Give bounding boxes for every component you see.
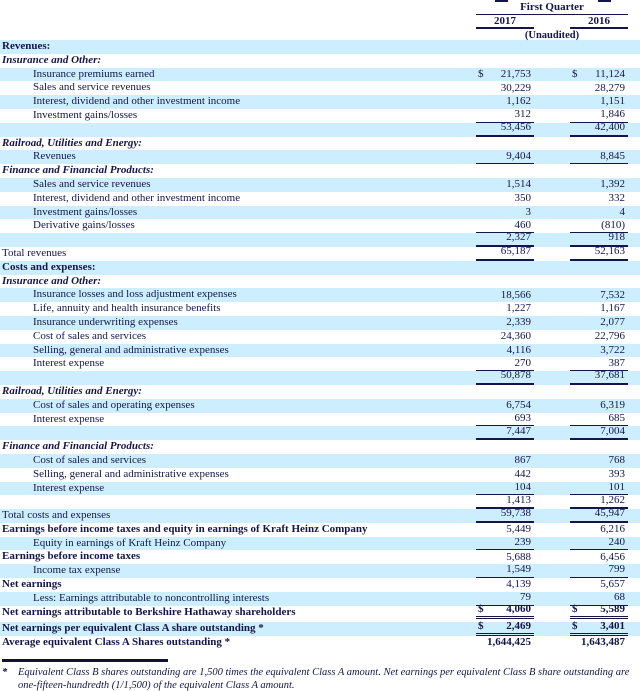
value-2017 <box>476 275 534 289</box>
value-2016 <box>570 120 628 137</box>
table-row <box>0 109 640 123</box>
table-row <box>0 602 640 620</box>
amount: 2,339 <box>506 316 531 329</box>
amount: 7,532 <box>600 288 625 301</box>
row-label: Total costs and expenses <box>2 509 111 522</box>
table-row <box>0 564 640 578</box>
row-label: Income tax expense <box>33 564 121 577</box>
amount: 4,139 <box>506 578 531 591</box>
value-2016 <box>570 261 628 275</box>
row-label: Investment gains/losses <box>33 108 138 121</box>
amount: 2,469 <box>506 619 531 632</box>
value-2016 <box>570 40 628 54</box>
row-label: Finance and Financial Products: <box>2 440 154 453</box>
row-label: Selling, general and administrative expenses <box>33 343 229 356</box>
row-label: Sales and service revenues <box>33 177 151 190</box>
table-row <box>0 426 640 440</box>
value-2017 <box>476 288 534 302</box>
amount: 460 <box>514 218 531 231</box>
table-row <box>0 164 640 178</box>
amount: 442 <box>514 467 531 480</box>
row-label: Average equivalent Class A Shares outstanding * <box>2 636 231 649</box>
footnote-rule <box>2 659 168 662</box>
amount: 5,449 <box>506 523 531 536</box>
row-label: Earnings before income taxes <box>2 550 141 563</box>
amount: 59,738 <box>500 507 531 520</box>
amount: 11,124 <box>595 67 625 80</box>
value-2016 <box>570 371 628 385</box>
value-2017 <box>476 68 534 82</box>
amount: (810) <box>601 218 625 231</box>
value-2016 <box>570 178 628 192</box>
row-label: Insurance and Other: <box>2 274 102 287</box>
amount: 52,163 <box>594 245 625 258</box>
value-2017 <box>476 537 534 551</box>
amount: 1,846 <box>600 108 625 121</box>
footnote-text: Equivalent Class B shares outstanding are 1,500 times the equivalent Class A amount. Net earnings per equivalent Class B share outstanding are one-fifteen-hundredth (1/1,500) of the equivalent Class A amount. <box>18 667 630 691</box>
amount: 7,447 <box>506 424 531 437</box>
period-label: First Quarter <box>476 1 628 15</box>
row-label: Cost of sales and operating expenses <box>33 398 195 411</box>
value-2016 <box>570 602 628 620</box>
value-2016 <box>570 302 628 316</box>
amount: 1,151 <box>600 95 625 108</box>
amount: 2,077 <box>600 316 625 329</box>
table-row <box>0 120 640 137</box>
value-2017 <box>476 164 534 178</box>
table-row <box>0 95 640 109</box>
table-row <box>0 371 640 385</box>
amount: 53,456 <box>500 120 531 133</box>
row-label: Interest expense <box>33 481 105 494</box>
amount: 270 <box>514 356 531 369</box>
amount: 42,400 <box>594 120 625 133</box>
footnote-marker: * <box>2 667 8 679</box>
table-row <box>0 137 640 151</box>
row-label <box>0 426 476 440</box>
row-label: Interest expense <box>33 357 105 370</box>
value-2017 <box>476 399 534 413</box>
amount: 799 <box>608 563 625 576</box>
value-2016 <box>570 288 628 302</box>
table-row <box>0 636 640 650</box>
row-label: Insurance losses and loss adjustment expenses <box>33 288 237 301</box>
value-2016 <box>570 95 628 109</box>
amount: 239 <box>514 535 531 548</box>
amount: 3 <box>525 205 531 218</box>
value-2016 <box>570 164 628 178</box>
table-row <box>0 330 640 344</box>
table-row <box>0 537 640 551</box>
value-2017 <box>476 523 534 537</box>
table-row <box>0 233 640 247</box>
amount: 768 <box>608 454 625 467</box>
row-label: Investment gains/losses <box>33 205 138 218</box>
value-2016 <box>570 564 628 578</box>
value-2017 <box>476 440 534 454</box>
table-row <box>0 399 640 413</box>
amount: 4,060 <box>506 602 531 615</box>
amount: 104 <box>514 480 531 493</box>
table-row <box>0 509 640 523</box>
amount: 867 <box>514 454 531 467</box>
value-2017 <box>476 371 534 385</box>
row-label: Net earnings per equivalent Class A share outstanding * <box>2 622 264 635</box>
amount: 18,566 <box>500 288 531 301</box>
amount: 1,227 <box>506 302 531 315</box>
value-2017 <box>476 330 534 344</box>
dollar-sign: $ <box>478 67 484 80</box>
value-2017 <box>476 178 534 192</box>
value-2016 <box>570 68 628 82</box>
value-2016 <box>570 137 628 151</box>
amount: 65,187 <box>500 245 531 258</box>
amount: 9,404 <box>506 149 531 162</box>
value-2016 <box>570 206 628 220</box>
value-2016 <box>570 578 628 592</box>
row-label <box>0 123 476 137</box>
amount: 24,360 <box>500 329 531 342</box>
amount: 393 <box>608 467 625 480</box>
amount: 28,279 <box>594 81 625 94</box>
amount: 685 <box>608 411 625 424</box>
value-2017 <box>476 120 534 137</box>
amount: 312 <box>514 108 531 121</box>
row-label: Railroad, Utilities and Energy: <box>2 384 142 397</box>
row-label: Insurance premiums earned <box>33 67 155 80</box>
column-headers <box>476 1 628 42</box>
table-row <box>0 495 640 509</box>
table-row <box>0 550 640 564</box>
value-2016 <box>570 440 628 454</box>
table-row <box>0 523 640 537</box>
row-label: Revenues: <box>2 40 51 52</box>
value-2016 <box>570 150 628 164</box>
value-2017 <box>476 54 534 68</box>
value-2017 <box>476 636 534 650</box>
row-label <box>0 371 476 385</box>
value-2017 <box>476 602 534 620</box>
value-2016 <box>570 619 628 636</box>
amount: 1,262 <box>600 493 625 506</box>
value-2017 <box>476 426 534 440</box>
table-row <box>0 192 640 206</box>
value-2016 <box>570 192 628 206</box>
amount: 7,004 <box>600 424 625 437</box>
value-2016 <box>570 247 628 261</box>
row-label: Interest, dividend and other investment income <box>33 191 241 204</box>
value-2016 <box>570 550 628 564</box>
table-row <box>0 150 640 164</box>
table-row <box>0 413 640 427</box>
table-body <box>0 40 640 650</box>
amount: 5,688 <box>506 550 531 563</box>
dollar-sign: $ <box>572 67 578 80</box>
row-label: Cost of sales and services <box>33 453 147 466</box>
amount: 1,392 <box>600 178 625 191</box>
amount: 45,947 <box>594 507 625 520</box>
table-row <box>0 454 640 468</box>
amount: 6,456 <box>600 550 625 563</box>
value-2017 <box>476 385 534 399</box>
value-2016 <box>570 537 628 551</box>
value-2016 <box>570 636 628 650</box>
table-row <box>0 440 640 454</box>
value-2016 <box>570 468 628 482</box>
table-row <box>0 275 640 289</box>
row-label: Revenues <box>33 150 76 163</box>
value-2016 <box>570 54 628 68</box>
row-label: Total revenues <box>2 246 67 259</box>
amount: 6,216 <box>600 523 625 536</box>
row-label: Interest, dividend and other investment income <box>33 95 241 108</box>
value-2017 <box>476 192 534 206</box>
dollar-sign: $ <box>572 602 578 615</box>
row-label: Selling, general and administrative expenses <box>33 467 229 480</box>
row-label: Sales and service revenues <box>33 81 151 94</box>
year-columns <box>476 15 628 29</box>
value-2016 <box>570 509 628 523</box>
table-row <box>0 344 640 358</box>
value-2017 <box>476 137 534 151</box>
row-label <box>0 233 476 247</box>
table-row <box>0 40 640 54</box>
amount: 240 <box>608 535 625 548</box>
amount: 350 <box>514 191 531 204</box>
table-row <box>0 619 640 636</box>
column-gap <box>534 15 570 29</box>
value-2016 <box>570 454 628 468</box>
row-label: Cost of sales and services <box>33 329 147 342</box>
unaudited-label: (Unaudited) <box>524 30 580 41</box>
amount: 4,116 <box>506 343 531 356</box>
row-label: Less: Earnings attributable to noncontrolling interests <box>33 591 270 604</box>
column-header-2017: 2017 <box>476 15 534 29</box>
table-row <box>0 385 640 399</box>
table-row <box>0 468 640 482</box>
table-row <box>0 592 640 606</box>
value-2017 <box>476 261 534 275</box>
table-row <box>0 578 640 592</box>
row-label: Railroad, Utilities and Energy: <box>2 136 142 149</box>
amount: 21,753 <box>500 67 531 80</box>
amount: 387 <box>608 356 625 369</box>
row-label: Costs and expenses: <box>2 260 96 273</box>
value-2017 <box>476 40 534 54</box>
amount: 1,514 <box>506 178 531 191</box>
amount: 693 <box>514 411 531 424</box>
amount: 68 <box>614 591 625 604</box>
value-2016 <box>570 316 628 330</box>
amount: 332 <box>608 191 625 204</box>
value-2017 <box>476 578 534 592</box>
amount: 6,319 <box>600 398 625 411</box>
value-2017 <box>476 468 534 482</box>
row-label: Finance and Financial Products: <box>2 164 154 177</box>
row-label: Net earnings attributable to Berkshire Hathaway shareholders <box>2 605 296 618</box>
table-row <box>0 302 640 316</box>
row-label: Insurance underwriting expenses <box>33 315 178 328</box>
table-row <box>0 247 640 261</box>
table-row <box>0 261 640 275</box>
table-row <box>0 219 640 233</box>
value-2017 <box>476 206 534 220</box>
row-label: Life, annuity and health insurance benefits <box>33 302 221 315</box>
amount: 3,722 <box>600 343 625 356</box>
amount: 1,644,425 <box>487 636 531 649</box>
amount: 22,796 <box>594 329 625 342</box>
row-label: Net earnings <box>2 578 62 591</box>
value-2016 <box>570 330 628 344</box>
row-label: Derivative gains/losses <box>33 219 135 232</box>
table-row <box>0 316 640 330</box>
footnote <box>0 666 640 691</box>
value-2016 <box>570 399 628 413</box>
amount: 8,845 <box>600 149 625 162</box>
amount: 37,681 <box>594 369 625 382</box>
value-2017 <box>476 302 534 316</box>
table-row <box>0 54 640 68</box>
value-2017 <box>476 81 534 95</box>
amount: 1,162 <box>506 95 531 108</box>
dollar-sign: $ <box>478 619 484 632</box>
value-2017 <box>476 344 534 358</box>
value-2017 <box>476 509 534 523</box>
row-label: Interest expense <box>33 412 105 425</box>
amount: 1,549 <box>506 563 531 576</box>
amount: 6,754 <box>506 398 531 411</box>
amount: 918 <box>608 231 625 244</box>
dollar-sign: $ <box>478 602 484 615</box>
row-label: Earnings before income taxes and equity in earnings of Kraft Heinz Company <box>2 522 368 535</box>
amount: 2,327 <box>506 231 531 244</box>
value-2017 <box>476 564 534 578</box>
value-2017 <box>476 150 534 164</box>
table-row <box>0 68 640 82</box>
table-header <box>0 0 640 40</box>
table-row <box>0 357 640 371</box>
amount: 4 <box>619 205 625 218</box>
amount: 5,657 <box>600 578 625 591</box>
value-2017 <box>476 550 534 564</box>
amount: 5,589 <box>600 602 625 615</box>
value-2017 <box>476 316 534 330</box>
amount: 79 <box>520 591 531 604</box>
value-2016 <box>570 275 628 289</box>
value-2017 <box>476 95 534 109</box>
table-row <box>0 288 640 302</box>
value-2017 <box>476 454 534 468</box>
amount: 1,167 <box>600 302 625 315</box>
table-row <box>0 81 640 95</box>
table-row <box>0 206 640 220</box>
amount: 101 <box>608 480 625 493</box>
value-2017 <box>476 619 534 636</box>
amount: 1,643,487 <box>581 636 625 649</box>
row-label <box>0 495 476 509</box>
value-2016 <box>570 385 628 399</box>
table-row <box>0 482 640 496</box>
dollar-sign: $ <box>572 619 578 632</box>
row-label: Insurance and Other: <box>2 53 102 66</box>
value-2016 <box>570 426 628 440</box>
value-2017 <box>476 247 534 261</box>
value-2016 <box>570 344 628 358</box>
amount: 50,878 <box>500 369 531 382</box>
row-label: Equity in earnings of Kraft Heinz Company <box>33 536 227 549</box>
value-2016 <box>570 81 628 95</box>
table-row <box>0 178 640 192</box>
amount: 30,229 <box>500 81 531 94</box>
column-header-2016: 2016 <box>570 15 628 29</box>
amount: 3,401 <box>600 619 625 632</box>
value-2016 <box>570 523 628 537</box>
amount: 1,413 <box>506 493 531 506</box>
